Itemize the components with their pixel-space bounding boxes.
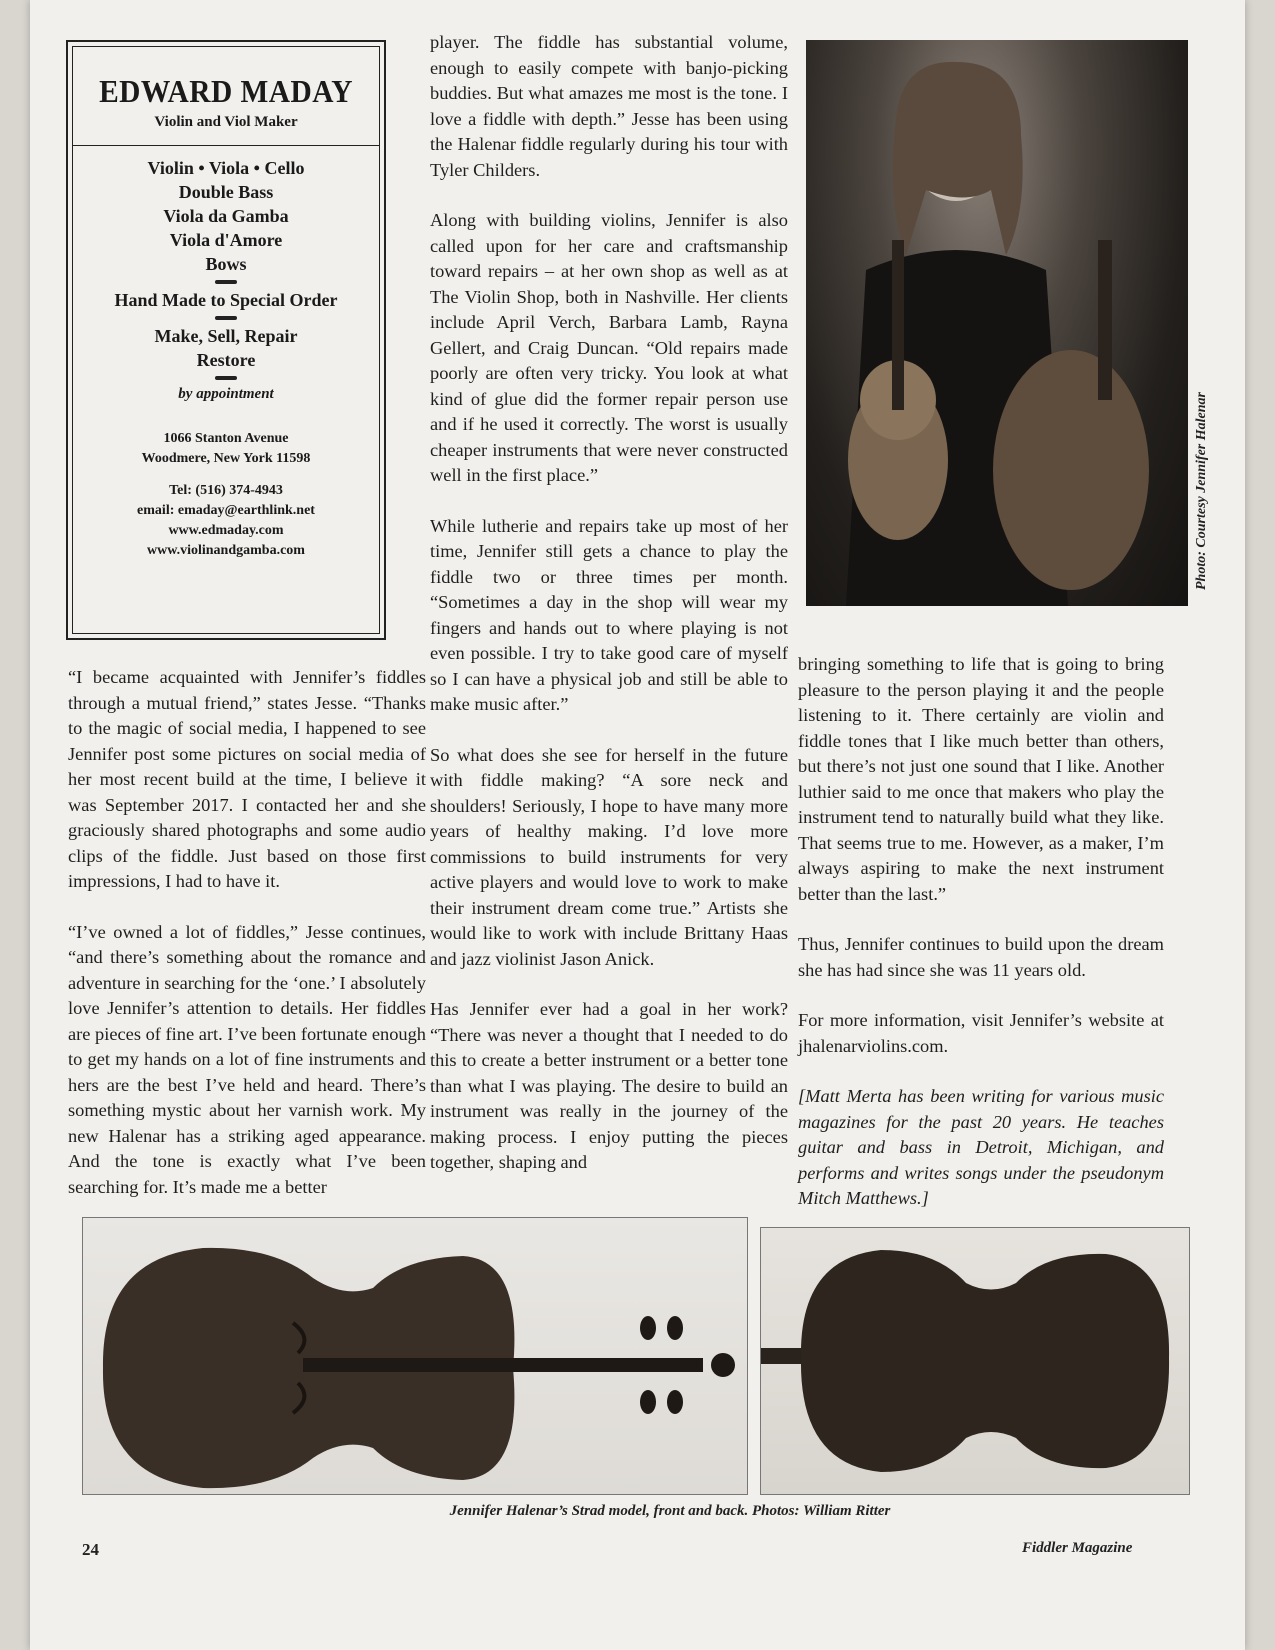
article-paragraph: Thus, Jennifer continues to build upon the dream she has had since she was 11 years old. xyxy=(798,934,1164,980)
article-column-2 xyxy=(430,30,788,1176)
article-paragraph: “I became acquainted with Jennifer’s fiddles through a mutual friend,” states Jesse. “Thanks to the magic of social media, I happened to see Jennifer post some pictures on social media of her most recent build at the time, I believe it was September 2017. I contacted her and she graciously shared photographs and some audio clips of the fiddle. Just based on those first impressions, I had to have it. xyxy=(68,667,426,891)
ad-instrument: Bows xyxy=(205,254,247,274)
page-number: 24 xyxy=(82,1540,99,1559)
article-paragraph: player. The fiddle has substantial volume, enough to easily compete with banjo-picking buddies. But what amazes me most is the tone. I love a fiddle with depth.” Jesse has been using the Halenar fiddle regularly during his tour with Tyler Childers. xyxy=(430,32,788,180)
portrait-illustration xyxy=(806,40,1188,606)
ad-dash-ornament xyxy=(215,376,237,380)
ad-address-line: 1066 Stanton Avenue xyxy=(163,431,289,446)
article-paragraph: So what does she see for herself in the future with fiddle making? “A sore neck and shoulders! Seriously, I hope to have many more years of healthy making. I’d love more commissions to build instruments for very active players and would love to work to make their instrument dream come true.” Artists she would like to work with include Brittany Haas and jazz violinist Jason Anick. xyxy=(430,744,788,969)
ad-dash-ornament xyxy=(215,316,237,320)
photo-caption: Jennifer Halenar’s Strad model, front and back. Photos: William Ritter xyxy=(449,1503,891,1519)
ad-phone: Tel: (516) 374-4943 xyxy=(169,483,283,498)
ad-inner-frame xyxy=(72,46,380,634)
violin-back-illustration xyxy=(761,1228,1189,1494)
edward-maday-advertisement xyxy=(66,40,386,640)
ad-services xyxy=(73,324,379,372)
author-bio: [Matt Merta has been writing for various music magazines for the past 20 years. He teaches guitar and bass in Detroit, Michigan, and performs and writes songs under the pseudonym Mitch Matthews.] xyxy=(798,1086,1164,1208)
article-column-1 xyxy=(68,665,426,1200)
article-paragraph: While lutherie and repairs take up most of her time, Jennifer still gets a chance to play the fiddle two or three times per month. “Sometimes a day in the shop will wear my fingers and hands out to where playing is not even possible. I try to take good care of myself so I can have a physical job and still be able to make music after.” xyxy=(430,515,788,714)
ad-instrument: Viola d'Amore xyxy=(169,230,283,250)
article-paragraph: For more information, visit Jennifer’s website at jhalenarviolins.com. xyxy=(798,1010,1164,1056)
article-paragraph: bringing something to life that is going to bring pleasure to the person playing it and the people listening to it. There certainly are violin and fiddle tones that I like much better than others, but there’s not just one sound that I like. Another luthier said to me once that makers who play the instrument tend to naturally build what they like. That seems true to me. However, as a maker, I’m always aspiring to make the next instrument better than the last.” xyxy=(798,654,1164,904)
ad-subtitle: Violin and Viol Maker xyxy=(154,114,298,130)
ad-contact xyxy=(73,481,379,561)
ad-appointment: by appointment xyxy=(178,386,274,402)
ad-maker-name: EDWARD MADAY xyxy=(99,73,353,109)
article-column-3 xyxy=(798,652,1164,1212)
magazine-name: Fiddler Magazine xyxy=(1022,1540,1133,1556)
ad-dash-ornament xyxy=(215,280,237,284)
ad-website: www.edmaday.com xyxy=(168,523,284,538)
ad-instrument-list xyxy=(73,156,379,276)
article-paragraph: Has Jennifer ever had a goal in her work? “There was never a thought that I needed to do this to create a better instrument or a better tone than what I was playing. The desire to build an instrument was really in the journey of the making process. I enjoy putting the pieces together, shaping and xyxy=(430,999,788,1172)
ad-service: Restore xyxy=(196,350,256,370)
article-paragraph: “I’ve owned a lot of fiddles,” Jesse continues, “and there’s something about the romance and adventure in searching for the ‘one.’ I absolutely love Jennifer’s attention to details. Her fiddles are pieces of fine art. I’ve been fortunate enough to get my hands on a lot of fine instruments and hers are the best I’ve held and heard. There’s something mystic about her varnish work. My new Halenar has a striking aged appearance. And the tone is exactly what I’ve been searching for. It’s made me a better xyxy=(68,921,426,1197)
violin-back-photo xyxy=(760,1227,1190,1495)
ad-special-order: Hand Made to Special Order xyxy=(114,290,338,310)
ad-address xyxy=(73,429,379,469)
magazine-page xyxy=(30,0,1245,1650)
ad-website: www.violinandgamba.com xyxy=(147,543,305,558)
ad-service: Make, Sell, Repair xyxy=(154,326,298,346)
ad-instrument: Violin • Viola • Cello xyxy=(147,158,305,178)
ad-divider xyxy=(73,145,379,146)
ad-instrument: Viola da Gamba xyxy=(163,206,289,226)
violin-front-photo xyxy=(82,1217,748,1495)
ad-email: email: emaday@earthlink.net xyxy=(137,503,315,518)
ad-address-line: Woodmere, New York 11598 xyxy=(141,451,311,466)
luthier-portrait-photo xyxy=(806,40,1188,606)
violin-front-illustration xyxy=(83,1218,747,1494)
article-paragraph: Along with building violins, Jennifer is also called upon for her care and craftsmanship toward repairs – at her own shop as well as at The Violin Shop, both in Nashville. Her clients include April Verch, Barbara Lamb, Rayna Gellert, and Craig Duncan. “Old repairs made poorly are often very tricky. You look at what kind of glue did the former repair person use and if he used it correctly. The worst is usually cheaper instruments that were never constructed well in the first place.” xyxy=(430,210,788,485)
photo-credit: Photo: Courtesy Jennifer Halenar xyxy=(1194,392,1209,590)
ad-instrument: Double Bass xyxy=(178,182,274,202)
